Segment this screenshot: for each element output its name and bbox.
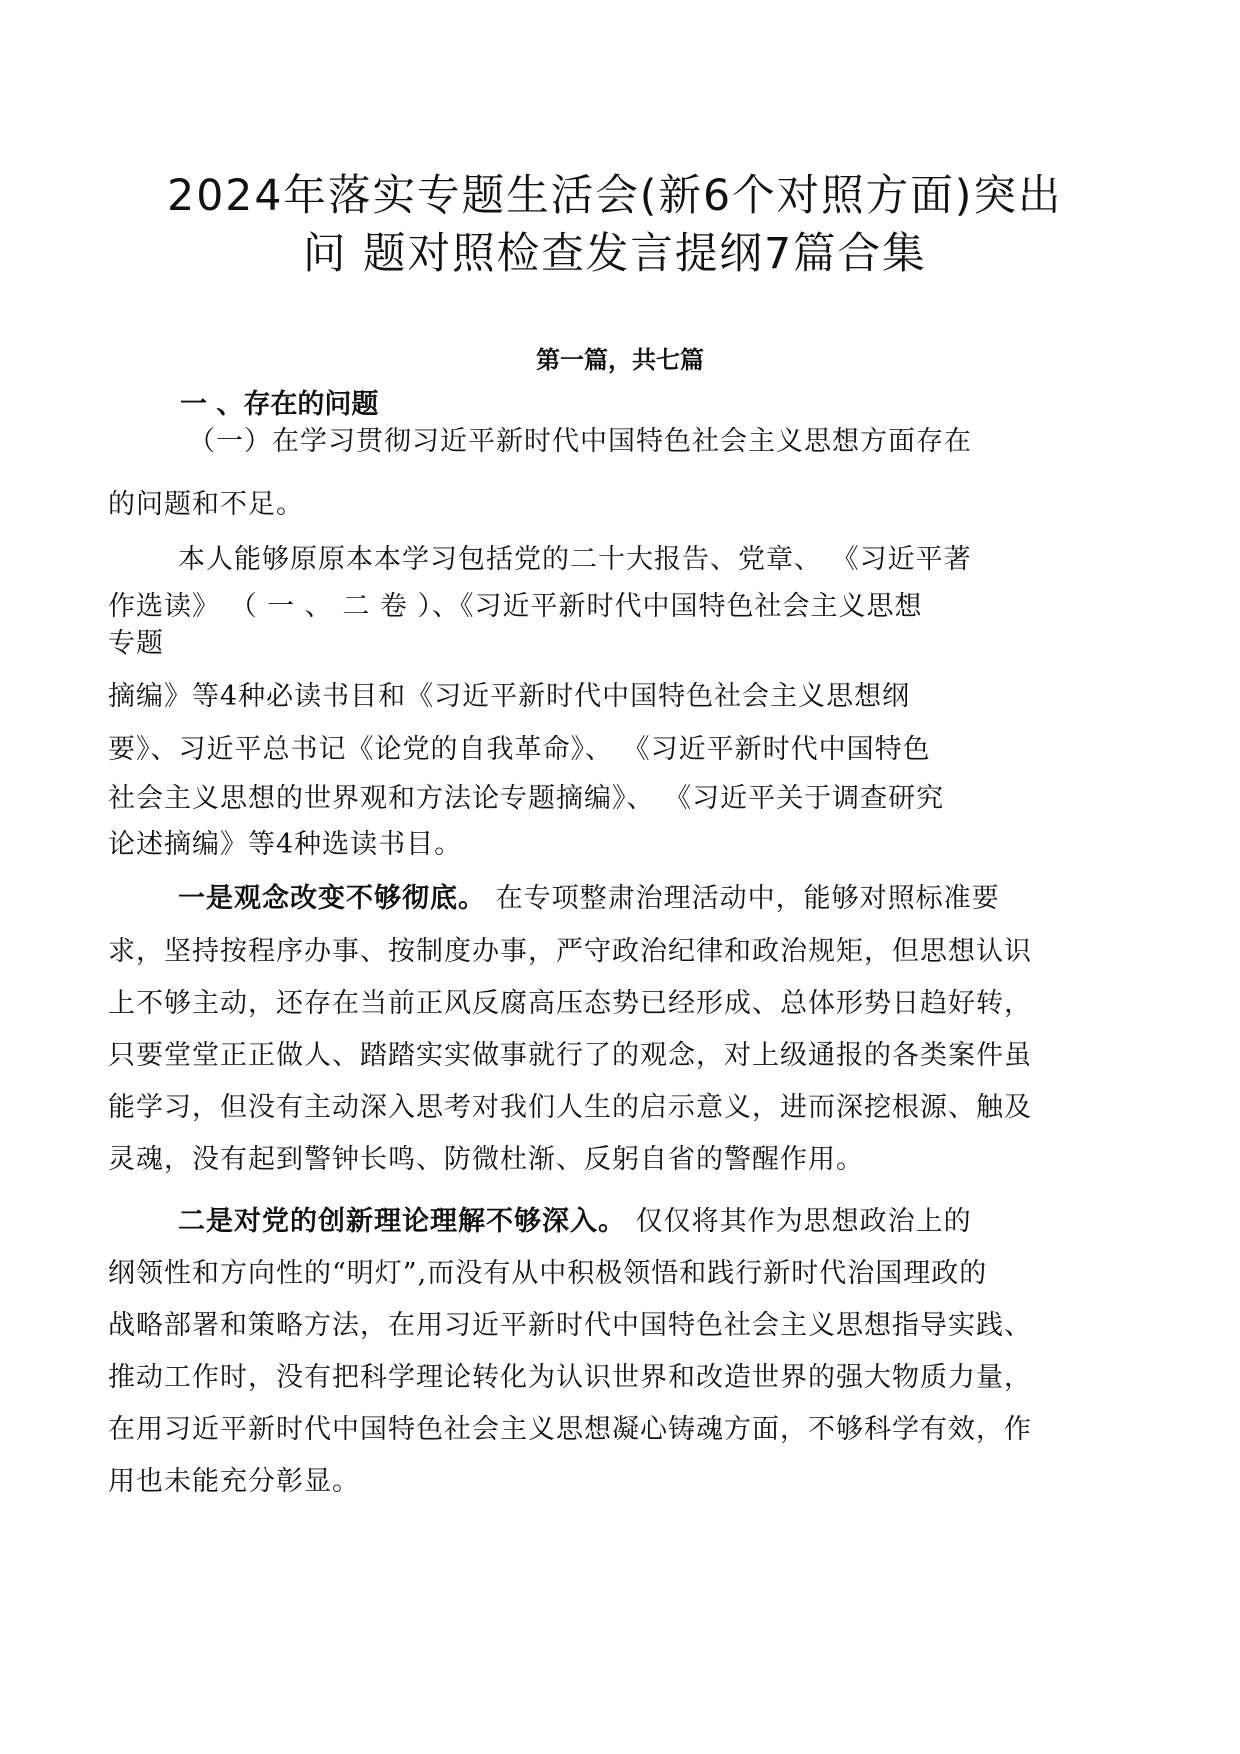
- paragraph-3-line-1-rest: 在专项整肃治理活动中，能够对照标准要: [486, 883, 1000, 914]
- chapter-subtitle: 第一篇，共七篇: [536, 345, 704, 374]
- paragraph-3-line-1: [178, 882, 1000, 916]
- paragraph-2-line-7: 论述摘编》等4种选读书目。: [108, 829, 463, 860]
- paragraph-3-line-2: 求，坚持按程序办事、按制度办事，严守政治纪律和政治规矩，但思想认识: [108, 936, 1032, 967]
- paragraph-4-lead: 二是对党的创新理论理解不够深入。: [178, 1206, 626, 1237]
- paragraph-4-line-1: [178, 1205, 972, 1239]
- section-heading: 一 、存在的问题: [180, 389, 379, 420]
- paragraph-4-line-6: 用也未能充分彰显。: [108, 1466, 360, 1497]
- paragraph-1-line-2: 的问题和不足。: [108, 489, 304, 520]
- document-title-line-2: 问 题对照检查发言提纲7篇合集: [302, 229, 927, 279]
- paragraph-1-line-1: （一）在学习贯彻习近平新时代中国特色社会主义思想方面存在: [188, 426, 972, 457]
- paragraph-4-line-1-rest: 仅仅将其作为思想政治上的: [626, 1206, 972, 1237]
- paragraph-4-line-2: 纲领性和方向性的“明灯”,而没有从中积极领悟和践行新时代治国理政的: [108, 1258, 988, 1289]
- paragraph-4-line-4: 推动工作时，没有把科学理论转化为认识世界和改造世界的强大物质力量，: [108, 1362, 1032, 1393]
- paragraph-2-line-2: 作选读》 （ 一 、 二 卷 ）、《习近平新时代中国特色社会主义思想: [108, 591, 923, 622]
- paragraph-3-line-6: 灵魂，没有起到警钟长鸣、防微杜渐、反躬自省的警醒作用。: [108, 1144, 864, 1175]
- paragraph-4-line-5: 在用习近平新时代中国特色社会主义思想凝心铸魂方面，不够科学有效，作: [108, 1414, 1032, 1445]
- paragraph-3-line-3: 上不够主动，还存在当前正风反腐高压态势已经形成、总体形势日趋好转，: [108, 988, 1032, 1019]
- paragraph-4-line-3: 战略部署和策略方法，在用习近平新时代中国特色社会主义思想指导实践、: [108, 1310, 1032, 1341]
- paragraph-2-line-6: 社会主义思想的世界观和方法论专题摘编》、 《习近平关于调查研究: [108, 783, 945, 814]
- paragraph-2-line-4: 摘编》等4种必读书目和《习近平新时代中国特色社会主义思想纲: [108, 681, 911, 712]
- paragraph-3-line-5: 能学习，但没有主动深入思考对我们人生的启示意义，进而深挖根源、触及: [108, 1092, 1032, 1123]
- paragraph-3-line-4: 只要堂堂正正做人、踏踏实实做事就行了的观念，对上级通报的各类案件虽: [108, 1040, 1032, 1071]
- paragraph-2-line-1: 本人能够原原本本学习包括党的二十大报告、党章、 《习近平著: [178, 544, 972, 575]
- paragraph-3-lead: 一是观念改变不够彻底。: [178, 883, 486, 914]
- paragraph-2-line-5: 要》、习近平总书记《论党的自我革命》、 《习近平新时代中国特色: [108, 734, 931, 765]
- document-title-line-1: 2024年落实专题生活会(新6个对照方面)突出: [167, 171, 1063, 221]
- paragraph-2-line-3: 专题: [108, 628, 164, 659]
